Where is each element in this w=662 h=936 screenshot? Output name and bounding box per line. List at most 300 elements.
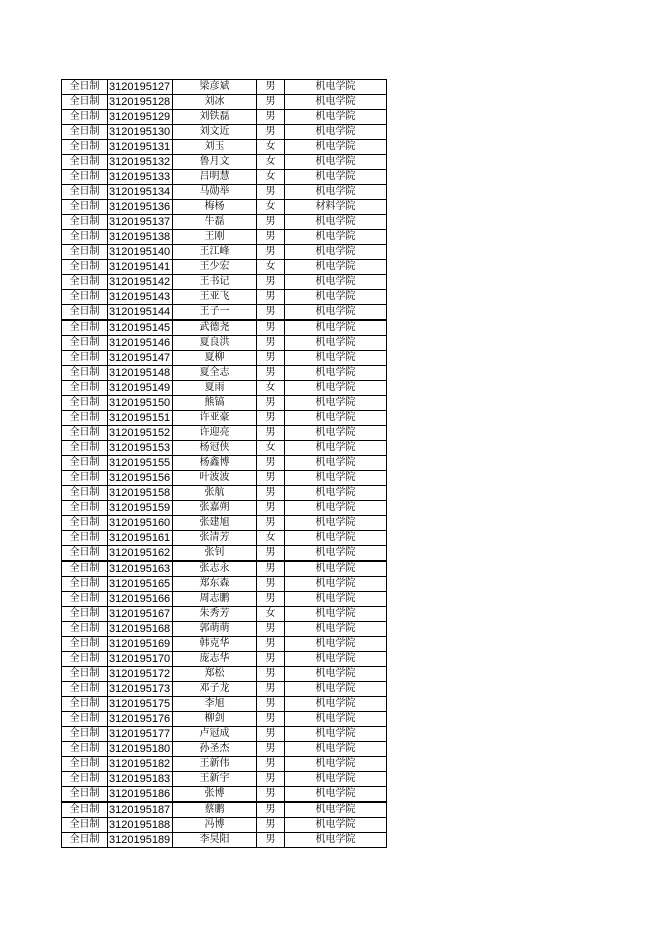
study-type-cell[interactable]: 全日制 bbox=[62, 230, 108, 245]
gender-cell[interactable]: 男 bbox=[257, 637, 285, 652]
student-name-cell[interactable]: 张航 bbox=[173, 486, 257, 501]
table-row bbox=[62, 622, 387, 637]
gender-cell[interactable]: 男 bbox=[257, 396, 285, 411]
student-id-cell[interactable]: 3120195141 bbox=[108, 260, 173, 275]
table-row bbox=[62, 290, 387, 305]
college-cell[interactable]: 机电学院 bbox=[285, 652, 387, 667]
study-type-cell[interactable]: 全日制 bbox=[62, 561, 108, 577]
student-id-cell[interactable]: 3120195163 bbox=[108, 561, 173, 577]
study-type-cell[interactable]: 全日制 bbox=[62, 245, 108, 260]
student-name-cell[interactable]: 柳剑 bbox=[173, 712, 257, 727]
student-id-cell[interactable]: 3120195167 bbox=[108, 607, 173, 622]
gender-cell[interactable]: 男 bbox=[257, 351, 285, 366]
student-id-cell[interactable]: 3120195172 bbox=[108, 667, 173, 682]
table-row bbox=[62, 818, 387, 833]
student-id-cell[interactable]: 3120195149 bbox=[108, 381, 173, 396]
table-row bbox=[62, 471, 387, 486]
student-name-cell[interactable]: 蔡鹏 bbox=[173, 802, 257, 818]
study-type-cell[interactable]: 全日制 bbox=[62, 667, 108, 682]
student-id-cell[interactable]: 3120195168 bbox=[108, 622, 173, 637]
student-name-cell[interactable]: 杨冠侠 bbox=[173, 441, 257, 456]
table-row bbox=[62, 546, 387, 562]
study-type-cell[interactable]: 全日制 bbox=[62, 260, 108, 275]
student-name-cell[interactable]: 武德尧 bbox=[173, 320, 257, 336]
table-row bbox=[62, 155, 387, 170]
college-cell[interactable]: 机电学院 bbox=[285, 667, 387, 682]
student-name-cell[interactable]: 王江峰 bbox=[173, 245, 257, 260]
table-row bbox=[62, 531, 387, 546]
student-id-cell[interactable]: 3120195142 bbox=[108, 275, 173, 290]
student-name-cell[interactable]: 张钊 bbox=[173, 546, 257, 562]
gender-cell[interactable]: 男 bbox=[257, 230, 285, 245]
gender-cell[interactable]: 女 bbox=[257, 170, 285, 185]
student-id-cell[interactable]: 3120195186 bbox=[108, 787, 173, 803]
table-row bbox=[62, 561, 387, 577]
college-cell[interactable]: 机电学院 bbox=[285, 396, 387, 411]
college-cell[interactable]: 机电学院 bbox=[285, 456, 387, 471]
student-id-cell[interactable]: 3120195131 bbox=[108, 140, 173, 155]
study-type-cell[interactable]: 全日制 bbox=[62, 697, 108, 712]
table-row bbox=[62, 637, 387, 652]
gender-cell[interactable]: 男 bbox=[257, 577, 285, 592]
study-type-cell[interactable]: 全日制 bbox=[62, 652, 108, 667]
college-cell[interactable]: 机电学院 bbox=[285, 351, 387, 366]
student-id-cell[interactable]: 3120195146 bbox=[108, 336, 173, 351]
college-cell[interactable]: 机电学院 bbox=[285, 320, 387, 336]
college-cell[interactable]: 机电学院 bbox=[285, 260, 387, 275]
college-cell[interactable]: 机电学院 bbox=[285, 471, 387, 486]
gender-cell[interactable]: 男 bbox=[257, 592, 285, 607]
study-type-cell[interactable]: 全日制 bbox=[62, 336, 108, 351]
student-id-cell[interactable]: 3120195145 bbox=[108, 320, 173, 336]
gender-cell[interactable]: 女 bbox=[257, 441, 285, 456]
gender-cell[interactable]: 男 bbox=[257, 471, 285, 486]
study-type-cell[interactable]: 全日制 bbox=[62, 351, 108, 366]
study-type-cell[interactable]: 全日制 bbox=[62, 471, 108, 486]
table-row bbox=[62, 366, 387, 381]
gender-cell[interactable]: 男 bbox=[257, 546, 285, 562]
study-type-cell[interactable]: 全日制 bbox=[62, 742, 108, 757]
gender-cell[interactable]: 男 bbox=[257, 712, 285, 727]
table-row bbox=[62, 441, 387, 456]
student-name-cell[interactable]: 王子一 bbox=[173, 305, 257, 321]
study-type-cell[interactable]: 全日制 bbox=[62, 818, 108, 833]
college-cell[interactable]: 机电学院 bbox=[285, 411, 387, 426]
gender-cell[interactable]: 男 bbox=[257, 275, 285, 290]
student-name-cell[interactable]: 冯博 bbox=[173, 818, 257, 833]
student-id-cell[interactable]: 3120195156 bbox=[108, 471, 173, 486]
college-cell[interactable]: 机电学院 bbox=[285, 712, 387, 727]
gender-cell[interactable]: 女 bbox=[257, 381, 285, 396]
table-row bbox=[62, 275, 387, 290]
college-cell[interactable]: 机电学院 bbox=[285, 305, 387, 321]
gender-cell[interactable]: 男 bbox=[257, 411, 285, 426]
student-id-cell[interactable]: 3120195169 bbox=[108, 637, 173, 652]
college-cell[interactable]: 机电学院 bbox=[285, 697, 387, 712]
college-cell[interactable]: 机电学院 bbox=[285, 80, 387, 95]
student-id-cell[interactable]: 3120195136 bbox=[108, 200, 173, 215]
table-row bbox=[62, 140, 387, 155]
table-row bbox=[62, 787, 387, 803]
student-name-cell[interactable]: 刘玉 bbox=[173, 140, 257, 155]
gender-cell[interactable]: 男 bbox=[257, 667, 285, 682]
student-id-cell[interactable]: 3120195133 bbox=[108, 170, 173, 185]
student-id-cell[interactable]: 3120195147 bbox=[108, 351, 173, 366]
college-cell[interactable]: 机电学院 bbox=[285, 185, 387, 200]
student-id-cell[interactable]: 3120195151 bbox=[108, 411, 173, 426]
table-row bbox=[62, 607, 387, 622]
student-id-cell[interactable]: 3120195189 bbox=[108, 833, 173, 848]
study-type-cell[interactable]: 全日制 bbox=[62, 396, 108, 411]
student-id-cell[interactable]: 3120195137 bbox=[108, 215, 173, 230]
student-id-cell[interactable]: 3120195143 bbox=[108, 290, 173, 305]
study-type-cell[interactable]: 全日制 bbox=[62, 441, 108, 456]
table-row bbox=[62, 501, 387, 516]
college-cell[interactable]: 机电学院 bbox=[285, 501, 387, 516]
gender-cell[interactable]: 男 bbox=[257, 185, 285, 200]
gender-cell[interactable]: 男 bbox=[257, 697, 285, 712]
student-name-cell[interactable]: 叶波波 bbox=[173, 471, 257, 486]
student-id-cell[interactable]: 3120195155 bbox=[108, 456, 173, 471]
study-type-cell[interactable]: 全日制 bbox=[62, 727, 108, 742]
gender-cell[interactable]: 男 bbox=[257, 516, 285, 531]
student-id-cell[interactable]: 3120195153 bbox=[108, 441, 173, 456]
study-type-cell[interactable]: 全日制 bbox=[62, 366, 108, 381]
student-name-cell[interactable]: 刘铁磊 bbox=[173, 110, 257, 125]
study-type-cell[interactable]: 全日制 bbox=[62, 833, 108, 848]
student-name-cell[interactable]: 梁彦斌 bbox=[173, 80, 257, 95]
student-name-cell[interactable]: 夏柳 bbox=[173, 351, 257, 366]
gender-cell[interactable]: 男 bbox=[257, 125, 285, 140]
college-cell[interactable]: 机电学院 bbox=[285, 170, 387, 185]
student-name-cell[interactable]: 卢冠成 bbox=[173, 727, 257, 742]
table-row bbox=[62, 486, 387, 501]
study-type-cell[interactable]: 全日制 bbox=[62, 140, 108, 155]
student-name-cell[interactable]: 王书记 bbox=[173, 275, 257, 290]
student-name-cell[interactable]: 夏全志 bbox=[173, 366, 257, 381]
college-cell[interactable]: 机电学院 bbox=[285, 592, 387, 607]
gender-cell[interactable]: 男 bbox=[257, 501, 285, 516]
student-name-cell[interactable]: 孙圣杰 bbox=[173, 742, 257, 757]
student-id-cell[interactable]: 3120195130 bbox=[108, 125, 173, 140]
gender-cell[interactable]: 男 bbox=[257, 818, 285, 833]
student-id-cell[interactable]: 3120195144 bbox=[108, 305, 173, 321]
college-cell[interactable]: 机电学院 bbox=[285, 441, 387, 456]
gender-cell[interactable]: 女 bbox=[257, 200, 285, 215]
student-name-cell[interactable]: 邓子龙 bbox=[173, 682, 257, 697]
student-name-cell[interactable]: 吕明慧 bbox=[173, 170, 257, 185]
college-cell[interactable]: 机电学院 bbox=[285, 802, 387, 818]
college-cell[interactable]: 机电学院 bbox=[285, 275, 387, 290]
student-name-cell[interactable]: 韩克华 bbox=[173, 637, 257, 652]
study-type-cell[interactable]: 全日制 bbox=[62, 155, 108, 170]
study-type-cell[interactable]: 全日制 bbox=[62, 637, 108, 652]
college-cell[interactable]: 机电学院 bbox=[285, 561, 387, 577]
student-name-cell[interactable]: 王亚飞 bbox=[173, 290, 257, 305]
student-id-cell[interactable]: 3120195162 bbox=[108, 546, 173, 562]
table-row bbox=[62, 125, 387, 140]
student-id-cell[interactable]: 3120195127 bbox=[108, 80, 173, 95]
table-row bbox=[62, 727, 387, 742]
college-cell[interactable]: 机电学院 bbox=[285, 787, 387, 803]
gender-cell[interactable]: 男 bbox=[257, 245, 285, 260]
student-name-cell[interactable]: 刘文近 bbox=[173, 125, 257, 140]
study-type-cell[interactable]: 全日制 bbox=[62, 577, 108, 592]
study-type-cell[interactable]: 全日制 bbox=[62, 501, 108, 516]
study-type-cell[interactable]: 全日制 bbox=[62, 802, 108, 818]
college-cell[interactable]: 机电学院 bbox=[285, 607, 387, 622]
college-cell[interactable]: 机电学院 bbox=[285, 516, 387, 531]
student-name-cell[interactable]: 牛磊 bbox=[173, 215, 257, 230]
study-type-cell[interactable]: 全日制 bbox=[62, 426, 108, 441]
gender-cell[interactable]: 男 bbox=[257, 682, 285, 697]
student-name-cell[interactable]: 熊镐 bbox=[173, 396, 257, 411]
student-id-cell[interactable]: 3120195182 bbox=[108, 757, 173, 772]
gender-cell[interactable]: 男 bbox=[257, 336, 285, 351]
table-row bbox=[62, 396, 387, 411]
study-type-cell[interactable]: 全日制 bbox=[62, 516, 108, 531]
college-cell[interactable]: 机电学院 bbox=[285, 531, 387, 546]
table-row bbox=[62, 170, 387, 185]
table-row bbox=[62, 426, 387, 441]
study-type-cell[interactable]: 全日制 bbox=[62, 305, 108, 321]
study-type-cell[interactable]: 全日制 bbox=[62, 185, 108, 200]
gender-cell[interactable]: 男 bbox=[257, 833, 285, 848]
table-row bbox=[62, 516, 387, 531]
college-cell[interactable]: 机电学院 bbox=[285, 426, 387, 441]
gender-cell[interactable]: 男 bbox=[257, 486, 285, 501]
study-type-cell[interactable]: 全日制 bbox=[62, 110, 108, 125]
student-name-cell[interactable]: 张建旭 bbox=[173, 516, 257, 531]
student-name-cell[interactable]: 夏雨 bbox=[173, 381, 257, 396]
gender-cell[interactable]: 男 bbox=[257, 215, 285, 230]
gender-cell[interactable]: 男 bbox=[257, 622, 285, 637]
student-name-cell[interactable]: 刘冰 bbox=[173, 95, 257, 110]
college-cell[interactable]: 机电学院 bbox=[285, 230, 387, 245]
gender-cell[interactable]: 男 bbox=[257, 772, 285, 787]
student-id-cell[interactable]: 3120195134 bbox=[108, 185, 173, 200]
college-cell[interactable]: 机电学院 bbox=[285, 622, 387, 637]
study-type-cell[interactable]: 全日制 bbox=[62, 787, 108, 803]
student-id-cell[interactable]: 3120195165 bbox=[108, 577, 173, 592]
study-type-cell[interactable]: 全日制 bbox=[62, 757, 108, 772]
study-type-cell[interactable]: 全日制 bbox=[62, 80, 108, 95]
study-type-cell[interactable]: 全日制 bbox=[62, 125, 108, 140]
student-id-cell[interactable]: 3120195159 bbox=[108, 501, 173, 516]
student-id-cell[interactable]: 3120195138 bbox=[108, 230, 173, 245]
student-id-cell[interactable]: 3120195180 bbox=[108, 742, 173, 757]
student-name-cell[interactable]: 许亚豪 bbox=[173, 411, 257, 426]
student-name-cell[interactable]: 郑松 bbox=[173, 667, 257, 682]
student-id-cell[interactable]: 3120195175 bbox=[108, 697, 173, 712]
gender-cell[interactable]: 男 bbox=[257, 727, 285, 742]
college-cell[interactable]: 机电学院 bbox=[285, 682, 387, 697]
study-type-cell[interactable]: 全日制 bbox=[62, 772, 108, 787]
table-row bbox=[62, 667, 387, 682]
college-cell[interactable]: 机电学院 bbox=[285, 95, 387, 110]
student-id-cell[interactable]: 3120195129 bbox=[108, 110, 173, 125]
college-cell[interactable]: 机电学院 bbox=[285, 757, 387, 772]
student-name-cell[interactable]: 王刚 bbox=[173, 230, 257, 245]
student-id-cell[interactable]: 3120195187 bbox=[108, 802, 173, 818]
student-name-cell[interactable]: 王少宏 bbox=[173, 260, 257, 275]
table-row bbox=[62, 682, 387, 697]
gender-cell[interactable]: 男 bbox=[257, 757, 285, 772]
study-type-cell[interactable]: 全日制 bbox=[62, 622, 108, 637]
college-cell[interactable]: 机电学院 bbox=[285, 742, 387, 757]
table-row bbox=[62, 577, 387, 592]
college-cell[interactable]: 机电学院 bbox=[285, 215, 387, 230]
table-row bbox=[62, 652, 387, 667]
table-row bbox=[62, 305, 387, 321]
study-type-cell[interactable]: 全日制 bbox=[62, 381, 108, 396]
student-id-cell[interactable]: 3120195148 bbox=[108, 366, 173, 381]
table-row bbox=[62, 833, 387, 848]
student-name-cell[interactable]: 郑东森 bbox=[173, 577, 257, 592]
student-id-cell[interactable]: 3120195160 bbox=[108, 516, 173, 531]
college-cell[interactable]: 机电学院 bbox=[285, 290, 387, 305]
college-cell[interactable]: 机电学院 bbox=[285, 381, 387, 396]
gender-cell[interactable]: 女 bbox=[257, 531, 285, 546]
student-name-cell[interactable]: 杨鑫博 bbox=[173, 456, 257, 471]
student-name-cell[interactable]: 梅杨 bbox=[173, 200, 257, 215]
college-cell[interactable]: 机电学院 bbox=[285, 727, 387, 742]
table-row bbox=[62, 381, 387, 396]
college-cell[interactable]: 机电学院 bbox=[285, 140, 387, 155]
college-cell[interactable]: 机电学院 bbox=[285, 577, 387, 592]
study-type-cell[interactable]: 全日制 bbox=[62, 290, 108, 305]
gender-cell[interactable]: 男 bbox=[257, 561, 285, 577]
gender-cell[interactable]: 男 bbox=[257, 320, 285, 336]
college-cell[interactable]: 机电学院 bbox=[285, 818, 387, 833]
gender-cell[interactable]: 男 bbox=[257, 787, 285, 803]
college-cell[interactable]: 材料学院 bbox=[285, 200, 387, 215]
gender-cell[interactable]: 男 bbox=[257, 456, 285, 471]
table-row bbox=[62, 110, 387, 125]
table-row bbox=[62, 200, 387, 215]
table-row bbox=[62, 742, 387, 757]
gender-cell[interactable]: 男 bbox=[257, 95, 285, 110]
gender-cell[interactable]: 男 bbox=[257, 802, 285, 818]
table-row bbox=[62, 185, 387, 200]
study-type-cell[interactable]: 全日制 bbox=[62, 170, 108, 185]
student-id-cell[interactable]: 3120195170 bbox=[108, 652, 173, 667]
student-name-cell[interactable]: 夏良洪 bbox=[173, 336, 257, 351]
student-id-cell[interactable]: 3120195173 bbox=[108, 682, 173, 697]
student-name-cell[interactable]: 马勋举 bbox=[173, 185, 257, 200]
student-name-cell[interactable]: 张志永 bbox=[173, 561, 257, 577]
college-cell[interactable]: 机电学院 bbox=[285, 155, 387, 170]
study-type-cell[interactable]: 全日制 bbox=[62, 456, 108, 471]
student-name-cell[interactable]: 许迎亮 bbox=[173, 426, 257, 441]
student-id-cell[interactable]: 3120195166 bbox=[108, 592, 173, 607]
student-name-cell[interactable]: 郭萌萌 bbox=[173, 622, 257, 637]
study-type-cell[interactable]: 全日制 bbox=[62, 531, 108, 546]
student-name-cell[interactable]: 李昊阳 bbox=[173, 833, 257, 848]
college-cell[interactable]: 机电学院 bbox=[285, 125, 387, 140]
student-name-cell[interactable]: 王新宇 bbox=[173, 772, 257, 787]
student-id-cell[interactable]: 3120195188 bbox=[108, 818, 173, 833]
gender-cell[interactable]: 男 bbox=[257, 652, 285, 667]
table-row bbox=[62, 336, 387, 351]
student-id-cell[interactable]: 3120195150 bbox=[108, 396, 173, 411]
college-cell[interactable]: 机电学院 bbox=[285, 336, 387, 351]
student-id-cell[interactable]: 3120195128 bbox=[108, 95, 173, 110]
study-type-cell[interactable]: 全日制 bbox=[62, 275, 108, 290]
table-row bbox=[62, 697, 387, 712]
student-id-cell[interactable]: 3120195158 bbox=[108, 486, 173, 501]
table-row bbox=[62, 320, 387, 336]
student-name-cell[interactable]: 张博 bbox=[173, 787, 257, 803]
college-cell[interactable]: 机电学院 bbox=[285, 833, 387, 848]
student-name-cell[interactable]: 张嘉朔 bbox=[173, 501, 257, 516]
table-row bbox=[62, 215, 387, 230]
gender-cell[interactable]: 男 bbox=[257, 426, 285, 441]
student-id-cell[interactable]: 3120195183 bbox=[108, 772, 173, 787]
gender-cell[interactable]: 女 bbox=[257, 260, 285, 275]
gender-cell[interactable]: 男 bbox=[257, 366, 285, 381]
gender-cell[interactable]: 男 bbox=[257, 742, 285, 757]
student-name-cell[interactable]: 王新伟 bbox=[173, 757, 257, 772]
gender-cell[interactable]: 女 bbox=[257, 140, 285, 155]
study-type-cell[interactable]: 全日制 bbox=[62, 592, 108, 607]
study-type-cell[interactable]: 全日制 bbox=[62, 95, 108, 110]
gender-cell[interactable]: 男 bbox=[257, 110, 285, 125]
college-cell[interactable]: 机电学院 bbox=[285, 486, 387, 501]
student-id-cell[interactable]: 3120195132 bbox=[108, 155, 173, 170]
student-name-cell[interactable]: 庞志华 bbox=[173, 652, 257, 667]
college-cell[interactable]: 机电学院 bbox=[285, 366, 387, 381]
table-row bbox=[62, 230, 387, 245]
student-id-cell[interactable]: 3120195177 bbox=[108, 727, 173, 742]
college-cell[interactable]: 机电学院 bbox=[285, 637, 387, 652]
table-row bbox=[62, 802, 387, 818]
college-cell[interactable]: 机电学院 bbox=[285, 772, 387, 787]
student-name-cell[interactable]: 鲁月文 bbox=[173, 155, 257, 170]
student-id-cell[interactable]: 3120195176 bbox=[108, 712, 173, 727]
gender-cell[interactable]: 男 bbox=[257, 80, 285, 95]
table-row bbox=[62, 411, 387, 426]
gender-cell[interactable]: 男 bbox=[257, 290, 285, 305]
study-type-cell[interactable]: 全日制 bbox=[62, 682, 108, 697]
study-type-cell[interactable]: 全日制 bbox=[62, 607, 108, 622]
study-type-cell[interactable]: 全日制 bbox=[62, 546, 108, 562]
study-type-cell[interactable]: 全日制 bbox=[62, 712, 108, 727]
college-cell[interactable]: 机电学院 bbox=[285, 110, 387, 125]
college-cell[interactable]: 机电学院 bbox=[285, 546, 387, 562]
table-row bbox=[62, 712, 387, 727]
study-type-cell[interactable]: 全日制 bbox=[62, 486, 108, 501]
gender-cell[interactable]: 女 bbox=[257, 607, 285, 622]
gender-cell[interactable]: 女 bbox=[257, 155, 285, 170]
study-type-cell[interactable]: 全日制 bbox=[62, 320, 108, 336]
study-type-cell[interactable]: 全日制 bbox=[62, 215, 108, 230]
student-name-cell[interactable]: 周志鹏 bbox=[173, 592, 257, 607]
table-row bbox=[62, 80, 387, 95]
table-row bbox=[62, 95, 387, 110]
study-type-cell[interactable]: 全日制 bbox=[62, 411, 108, 426]
gender-cell[interactable]: 男 bbox=[257, 305, 285, 321]
student-name-cell[interactable]: 张清芳 bbox=[173, 531, 257, 546]
college-cell[interactable]: 机电学院 bbox=[285, 245, 387, 260]
student-name-cell[interactable]: 李旭 bbox=[173, 697, 257, 712]
student-id-cell[interactable]: 3120195152 bbox=[108, 426, 173, 441]
table-row bbox=[62, 351, 387, 366]
student-id-cell[interactable]: 3120195161 bbox=[108, 531, 173, 546]
student-name-cell[interactable]: 朱秀芳 bbox=[173, 607, 257, 622]
student-id-cell[interactable]: 3120195140 bbox=[108, 245, 173, 260]
study-type-cell[interactable]: 全日制 bbox=[62, 200, 108, 215]
